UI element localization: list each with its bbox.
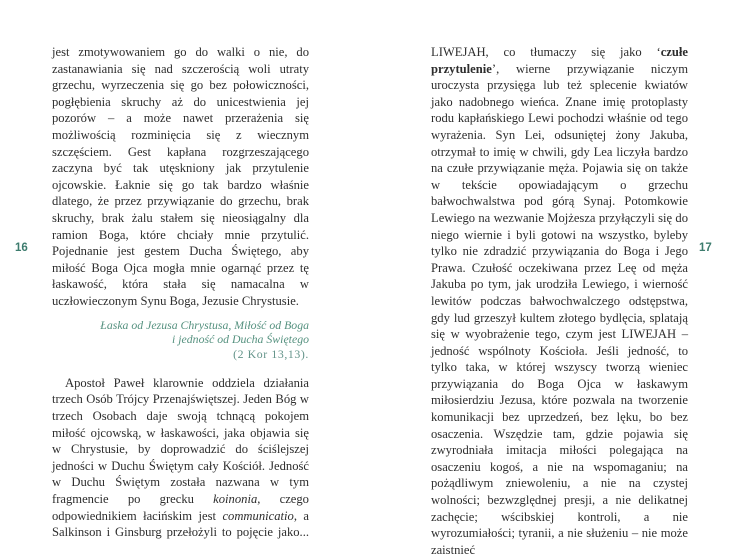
text-segment-italic: koinonia — [213, 492, 258, 507]
paragraph-continued — [431, 44, 688, 558]
scripture-quote — [52, 318, 309, 362]
paragraph — [52, 375, 309, 541]
quote-line: i jedność od Ducha Świętego — [172, 332, 309, 347]
text-segment: jest zmotywowaniem go do walki o nie, do zastanawiania się nad szczerością woli utraty grzechu, wyrzeczenia się go bez połowiczności, pogłębienia skruchy aż do unicestwienia jej pozorów – a może nawet przerażenia się możliwością rozminięcia się z wiecznym szczęściem. Gest kapłana rozgrzeszającego zaczyna być tak utęskniony jak przytulenie ojcowskie. Łaknie się go tak bardzo właśnie dlatego, że przez przywiązanie do grzechu, brak skruchy, brak żalu stałem się nieosiągalny dla ramion Boga, które chciały mnie przytulić. Pojednanie jest gestem Ducha Świętego, aby miłość Boga Ojca mogła mnie ogarnąć przez tę łaskawość, która stała się namacalna w uczłowieczonym Synu Boga, Jezusie Chrystusie. — [52, 45, 309, 308]
text-segment-italic: communicatio — [222, 508, 294, 523]
quote-line: Łaska od Jezusa Chrystusa, Miłość od Boga — [100, 317, 309, 332]
page-number-right: 17 — [699, 242, 712, 254]
paragraph-continued — [52, 44, 309, 310]
left-text-column — [52, 44, 309, 541]
text-segment-bold: czułe przytulenie — [431, 45, 688, 76]
text-segment: , czego odpowiednikiem łacińskim jest — [52, 492, 309, 523]
text-segment: ’, wierne przywiązanie niczym uroczysta przysięga lub też splecenie kwiatów jako nadobnego wieńca. Znane imię protoplasty rodu kapłańskiego Lewi pochodzi właśnie od tego wyrażenia. Syn Lei, odsuniętej żony Jakuba, otrzymał to imię w chwili, gdy Lea liczyła bardzo na czułe przywiązanie męża. Pojawia się on także w tekście opowiadającym o grzechu bałwochwalstwa pod górą Synaj. Potomkowie Lewiego na wezwanie Mojżesza przyłączyli się do niego wiernie i byli gotowi na wszystko, byleby tylko nie zdradzić przywiązania do Boga i Jego Prawa. Czułość oczekiwana przez Leę od męża Jakuba po tym, jak urodziła Lewiego, i wierność lewitów podczas bałwochwalczego odstępstwa, gdy lud grzeszył kultem złotego bydlęcia, splatają się w wyobrażenie tego, czym jest LIWEJAH – jedność wspólnoty Kościoła. Jeśli jedność, to tylko taka, w której wszyscy tworzą wieniec przywiązania do Boga Ojca w łaskawym miłosierdziu Jezusa, które pozwala na tworzenie komunikacji bez uprzedzeń, bez lęku, bo bez osaczenia. Wszędzie tam, gdzie pojawia się zwyrodniała imitacja miłości polegająca na osaczeniu kogoś, a nie na wspomaganiu; na pożądliwym zniewoleniu, a nie na czystej wolności; bezwzględnej presji, a nie delikatnej zachęcie; wścibskiej kontroli, a nie wyrozumiałości; tyranii, a nie służeniu – nie może zaistnieć — [431, 61, 688, 557]
text-segment: , a Salkinson i Ginsburg przełożyli to pojęcie jako... — [52, 508, 309, 540]
page-number-left: 16 — [15, 242, 28, 254]
right-text-column — [431, 44, 688, 558]
quote-citation: (2 Kor 13,13). — [233, 347, 309, 362]
text-segment: Apostoł Paweł klarownie oddziela działania trzech Osób Trójcy Przenajświętszej. Jeden Bóg w trzech Osobach daje swoją tchnącą pokojem miłość ojcowską, w łaskawości, jaka objawia się w Chrystusie, by doprowadzić do ściślejszej jedności w Duchu Świętym cały Kościół. Jedność w Duchu Świętym została nazwana w tym fragmencie po grecku — [52, 375, 309, 507]
text-segment: LIWEJAH, co tłumaczy się jako ‘ — [431, 45, 661, 59]
